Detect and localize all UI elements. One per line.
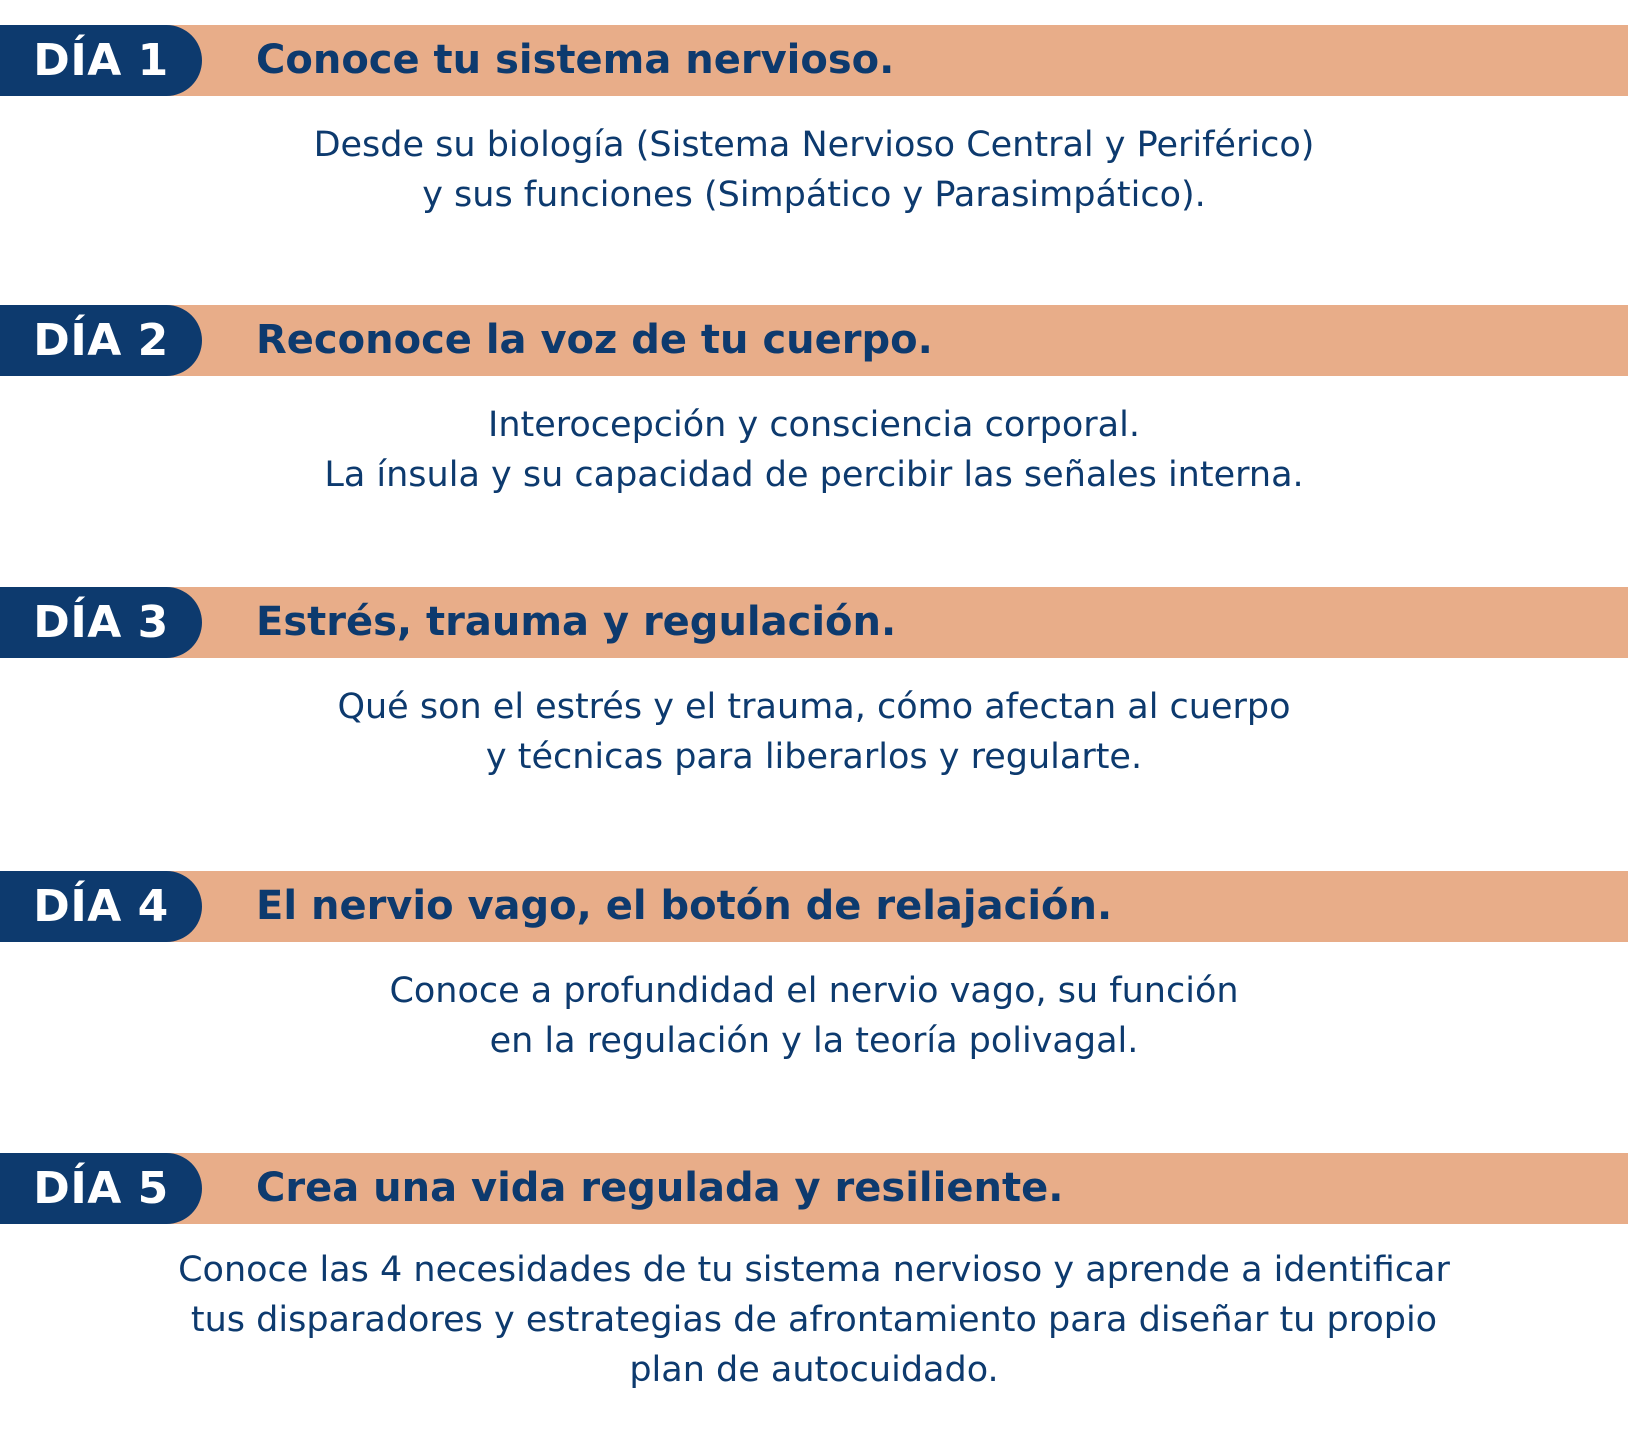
description-line: en la regulación y la teoría polivagal. (489, 1021, 1139, 1061)
day-title: Estrés, trauma y regulación. (256, 599, 897, 645)
description-line: Conoce a profundidad el nervio vago, su función (389, 971, 1239, 1011)
day-description (40, 966, 1588, 1066)
description-line: La ínsula y su capacidad de percibir las señales interna. (324, 455, 1304, 495)
day-title: Crea una vida regulada y resiliente. (256, 1165, 1064, 1211)
day-label-badge: DÍA 5 (0, 1153, 202, 1224)
description-line: Qué son el estrés y el trauma, cómo afectan al cuerpo (337, 687, 1291, 727)
day-title: El nervio vago, el botón de relajación. (256, 883, 1113, 929)
description-line: Conoce las 4 necesidades de tu sistema nervioso y aprende a identificar (178, 1250, 1450, 1290)
description-line: y técnicas para liberarlos y regularte. (485, 737, 1143, 777)
description-line: Interocepción y consciencia corporal. (488, 405, 1140, 445)
day-label-badge: DÍA 4 (0, 871, 202, 942)
day-label-badge: DÍA 1 (0, 25, 202, 96)
description-line: tus disparadores y estrategias de afrontamiento para diseñar tu propio (190, 1300, 1438, 1340)
day-description (40, 400, 1588, 500)
description-line: y sus funciones (Simpático y Parasimpático). (422, 175, 1206, 215)
description-line: plan de autocuidado. (629, 1350, 999, 1390)
day-description (40, 682, 1588, 782)
day-title: Conoce tu sistema nervioso. (256, 37, 895, 83)
description-line: Desde su biología (Sistema Nervioso Central y Periférico) (313, 125, 1315, 165)
day-title: Reconoce la voz de tu cuerpo. (256, 317, 933, 363)
day-description (40, 120, 1588, 220)
day-label-badge: DÍA 2 (0, 305, 202, 376)
day-label-badge: DÍA 3 (0, 587, 202, 658)
day-description (40, 1245, 1588, 1395)
